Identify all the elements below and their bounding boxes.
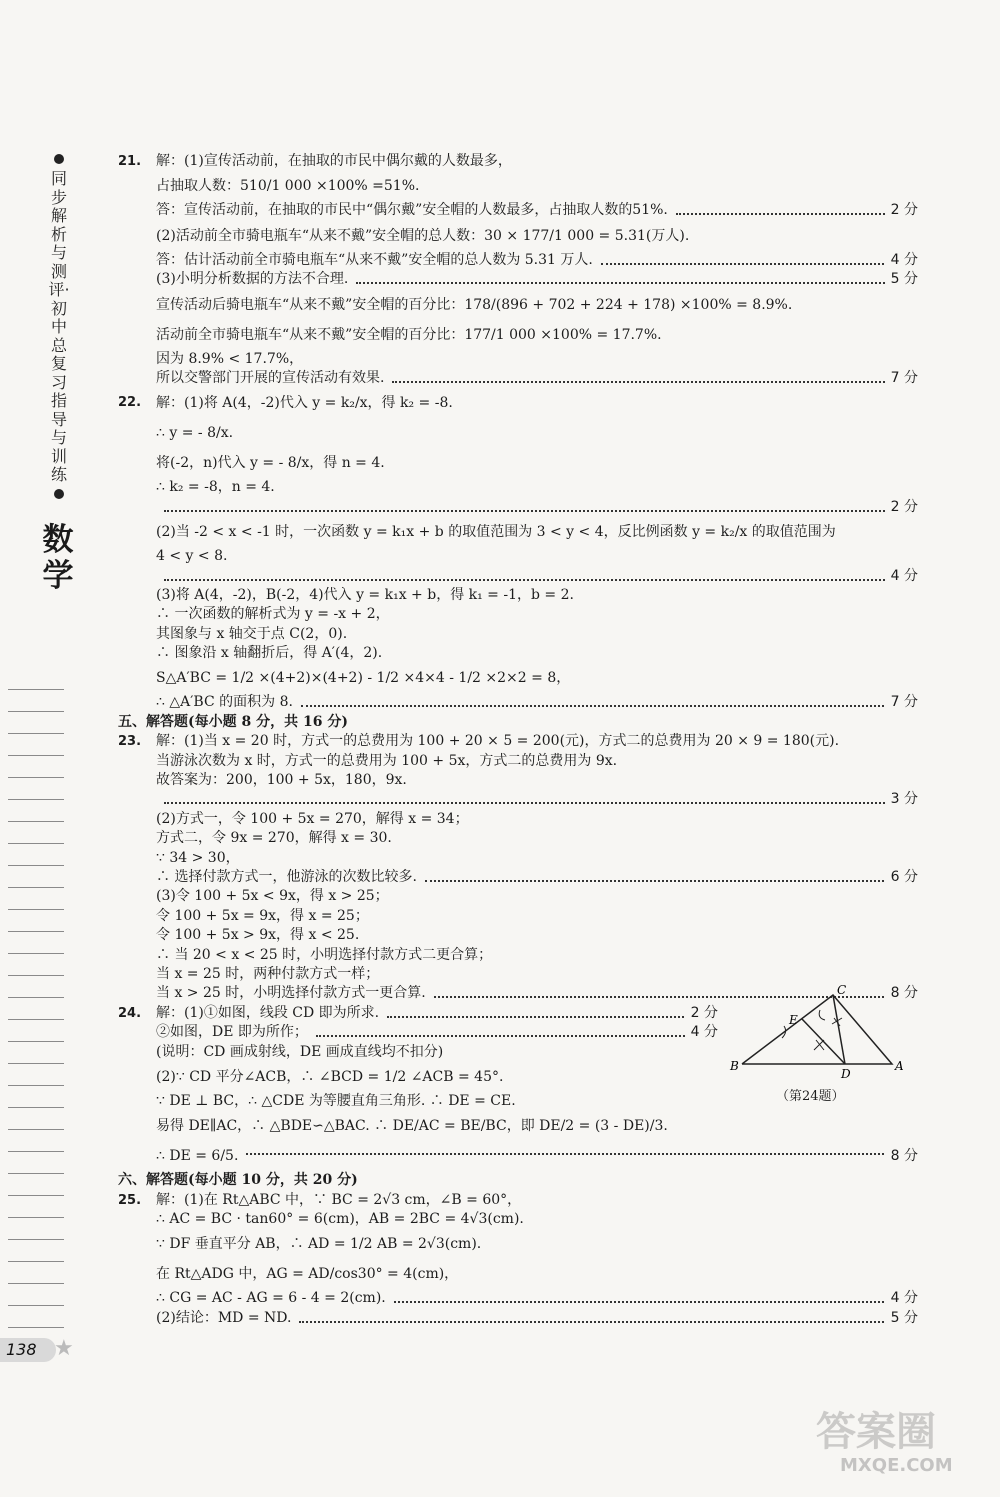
line-text: 在 Rt△ADG 中，AG = AD/cos30° = 4(cm)， [156, 1266, 459, 1283]
line-text: 方式二，令 9x = 270，解得 x = 30. [156, 830, 392, 847]
vertex-label-a: A [895, 1059, 904, 1073]
score-mark: 8 分 [885, 1141, 918, 1171]
leader-dots [299, 1309, 888, 1323]
leader-dots [301, 693, 888, 707]
answer-line [118, 1191, 918, 1210]
vertex-label-d: D [841, 1067, 851, 1081]
line-text: 解：(1)宣传活动前，在抽取的市民中偶尔戴的人数最多， [156, 153, 512, 169]
line-text: ∴ y = - 8/x. [156, 425, 234, 442]
answer-line [118, 752, 918, 771]
line-text: 4 < y < 8. [156, 548, 228, 565]
answer-line [118, 448, 918, 478]
answer-line [118, 693, 918, 712]
line-text: ∵ 34 > 30， [156, 849, 240, 866]
answer-line [118, 251, 918, 270]
line-text: 六、解答题(每小题 10 分，共 20 分) [118, 1172, 358, 1189]
answer-line [118, 849, 918, 868]
answer-line [118, 829, 918, 848]
leader-dots [387, 1004, 688, 1018]
sidebar [0, 0, 90, 1497]
line-text: ∴ 当 20 < x < 25 时，小明选择付款方式二更合算； [156, 946, 493, 963]
bullet-dot-icon [54, 489, 64, 499]
answer-line [118, 946, 918, 965]
answer-line [118, 1210, 918, 1229]
line-text: 令 100 + 5x > 9x，得 x < 25. [156, 927, 360, 944]
vertex-label-e: E [789, 1013, 798, 1027]
answer-line [118, 1141, 918, 1171]
leader-dots [601, 251, 888, 265]
line-text: 易得 DE∥AC，∴ △BDE∽△BAC. ∴ DE/AC = BE/BC，即 DE/2 = (3 - DE)/3. [156, 1118, 668, 1135]
answer-line [118, 810, 918, 829]
line-text: 令 100 + 5x = 9x，得 x = 25； [156, 907, 369, 924]
answer-line [118, 498, 918, 517]
score-mark: 3 分 [885, 790, 918, 809]
line-text: 解：(1)将 A(4，-2)代入 y = k₂/x，得 k₂ = -8. [156, 395, 453, 412]
answer-line [118, 547, 918, 566]
answer-line [118, 567, 918, 586]
score-mark: 2 分 [685, 1004, 718, 1023]
section-heading [118, 713, 918, 732]
line-text: ∴ △A′BC 的面积为 8. [156, 694, 293, 711]
line-text: (2)当 -2 < x < -1 时，一次函数 y = k₁x + b 的取值范围为 3 < y < 4，反比例函数 y = k₂/x 的取值范围为 [156, 524, 836, 541]
answer-line [118, 625, 918, 644]
answer-line [118, 201, 918, 220]
margin-rule-lines [8, 668, 64, 1328]
line-text: 五、解答题(每小题 8 分，共 16 分) [118, 713, 348, 730]
series-title-text: 同步解析与测评·初中总复习指导与训练 [48, 169, 70, 484]
subject-label: 数学 [42, 522, 74, 594]
answer-line [118, 369, 918, 388]
question-number: 22. [118, 395, 142, 411]
line-text: (2)∵ CD 平分∠ACB，∴ ∠BCD = 1/2 ∠ACB = 45°. [156, 1068, 504, 1085]
watermark-logo: 答案圈 [816, 1409, 936, 1455]
answer-line [118, 887, 918, 906]
leader-dots [676, 201, 888, 215]
leader-dots [425, 868, 888, 882]
answer-line [118, 605, 918, 624]
line-text: ∵ DF 垂直平分 AB，∴ AD = 1/2 AB = 2√3(cm). [156, 1236, 482, 1253]
line-text: 占抽取人数：510/1 000 ×100% =51%. [156, 178, 420, 195]
leader-dots [394, 1289, 888, 1303]
line-text: 故答案为：200，100 + 5x，180，9x. [156, 772, 407, 789]
answer-line [118, 152, 918, 171]
answer-line [118, 418, 918, 448]
line-text: 解：(1)在 Rt△ABC 中，∵ BC = 2√3 cm，∠B = 60°， [156, 1191, 522, 1208]
line-text: 当 x = 25 时，两种付款方式一样； [156, 965, 380, 982]
answer-line [118, 771, 918, 790]
page-number: 138 [0, 1338, 56, 1362]
series-title [47, 150, 71, 505]
leader-dots [392, 369, 888, 383]
answer-line [118, 320, 918, 350]
line-text: 宣传活动后骑电瓶车“从来不戴”安全帽的百分比：178/(896 + 702 + 224 + 178) ×100% = 8.9%. [156, 296, 793, 313]
line-text: (2)方式一，令 100 + 5x = 270，解得 x = 34； [156, 810, 469, 827]
question-number: 24. [118, 1005, 142, 1021]
answer-line [118, 732, 918, 751]
line-text: 活动前全市骑电瓶车“从来不戴”安全帽的百分比：177/1 000 ×100% = 17.7%. [156, 326, 662, 343]
answer-line [118, 790, 918, 809]
line-text: ∴ 一次函数的解析式为 y = -x + 2， [156, 606, 390, 623]
answer-line [118, 1229, 918, 1259]
line-text: 答：宣传活动前，在抽取的市民中“偶尔戴”安全帽的人数最多，占抽取人数的51%. [156, 202, 668, 219]
answer-line [118, 644, 918, 663]
answer-line [118, 270, 918, 289]
answer-line [118, 290, 918, 320]
line-text: (3)将 A(4，-2)，B(-2，4)代入 y = k₁x + b，得 k₁ = -1，b = 2. [156, 586, 574, 603]
score-mark: 8 分 [885, 984, 918, 1003]
line-text: ∴ 选择付款方式一，他游泳的次数比较多. [156, 868, 417, 885]
leader-dots [164, 567, 888, 581]
line-text: ∵ DE ⊥ BC，∴ △CDE 为等腰直角三角形. ∴ DE = CE. [156, 1092, 516, 1109]
line-text: ∴ 图象沿 x 轴翻折后，得 A′(4，2). [156, 645, 383, 662]
vertex-label-c: C [837, 983, 847, 997]
score-mark: 7 分 [885, 369, 918, 388]
score-mark: 5 分 [885, 1309, 918, 1328]
line-text: (说明：CD 画成射线，DE 画成直线均不扣分) [156, 1043, 444, 1060]
section-heading [118, 1171, 918, 1190]
bullet-dot-icon [54, 154, 64, 164]
line-text: ②如图，DE 即为所作； [156, 1024, 308, 1041]
answer-line [118, 926, 918, 945]
answer-line [118, 1111, 918, 1141]
leader-dots [246, 1141, 888, 1155]
question-number: 21. [118, 154, 142, 169]
line-text: 当 x > 25 时，小明选择付款方式一更合算. [156, 985, 426, 1002]
line-text: 解：(1)当 x = 20 时，方式一的总费用为 100 + 20 × 5 = 200(元)，方式二的总费用为 20 × 9 = 180(元). [156, 733, 840, 750]
score-mark: 6 分 [885, 868, 918, 887]
answer-line [118, 350, 918, 369]
line-text: 所以交警部门开展的宣传活动有效果. [156, 369, 385, 386]
answer-line [118, 907, 918, 926]
line-text: 其图象与 x 轴交于点 C(2，0). [156, 625, 348, 642]
score-mark: 2 分 [885, 201, 918, 220]
answer-content [118, 152, 918, 1328]
question-number: 23. [118, 734, 142, 750]
watermark-url: MXQE.COM [840, 1455, 953, 1476]
score-mark: 4 分 [885, 1289, 918, 1308]
leader-dots [316, 1023, 688, 1037]
answer-line [118, 517, 918, 547]
figure-caption: （第24题） [776, 1089, 845, 1104]
line-text: (3)令 100 + 5x < 9x，得 x > 25； [156, 888, 389, 905]
answer-line [118, 221, 918, 251]
answer-line [118, 388, 918, 418]
score-mark: 4 分 [885, 251, 918, 270]
answer-line [118, 171, 918, 201]
question-number: 25. [118, 1192, 142, 1208]
score-mark: 4 分 [885, 567, 918, 586]
leader-dots [356, 270, 888, 284]
answer-line [118, 1289, 918, 1308]
star-icon: ★ [54, 1336, 74, 1361]
line-text: ∴ DE = 6/5. [156, 1148, 239, 1165]
line-text: 答：估计活动前全市骑电瓶车“从来不戴”安全帽的总人数为 5.31 万人. [156, 251, 593, 268]
leader-dots [164, 498, 888, 512]
line-text: (2)活动前全市骑电瓶车“从来不戴”安全帽的总人数：30 × 177/1 000 = 5.31(万人). [156, 227, 690, 244]
leader-dots [164, 790, 888, 804]
line-text: ∴ AC = BC · tan60° = 6(cm)，AB = 2BC = 4√3(cm). [156, 1211, 524, 1228]
line-text: ∴ k₂ = -8，n = 4. [156, 479, 275, 496]
answer-line [118, 1309, 918, 1328]
line-text: ∴ CG = AC - AG = 6 - 4 = 2(cm). [156, 1290, 386, 1307]
line-text: 因为 8.9% < 17.7%， [156, 350, 304, 367]
score-mark: 7 分 [885, 693, 918, 712]
line-text: S△A′BC = 1/2 ×(4+2)×(4+2) - 1/2 ×4×4 - 1/2 ×2×2 = 8， [156, 670, 571, 687]
line-text: (2)结论：MD = ND. [156, 1309, 292, 1326]
answer-line [118, 663, 918, 693]
line-text: 当游泳次数为 x 时，方式一的总费用为 100 + 5x，方式二的总费用为 9x. [156, 752, 618, 769]
answer-line [118, 586, 918, 605]
answer-line [118, 868, 918, 887]
line-text: 解：(1)①如图，线段 CD 即为所求. [156, 1004, 380, 1021]
score-mark: 2 分 [885, 498, 918, 517]
vertex-label-b: B [730, 1059, 739, 1073]
score-mark: 5 分 [885, 270, 918, 289]
score-mark: 4 分 [685, 1023, 718, 1042]
answer-line [118, 478, 918, 497]
line-text: (3)小明分析数据的方法不合理. [156, 271, 349, 288]
line-text: 将(-2，n)代入 y = - 8/x，得 n = 4. [156, 455, 385, 472]
answer-line [118, 1259, 918, 1289]
